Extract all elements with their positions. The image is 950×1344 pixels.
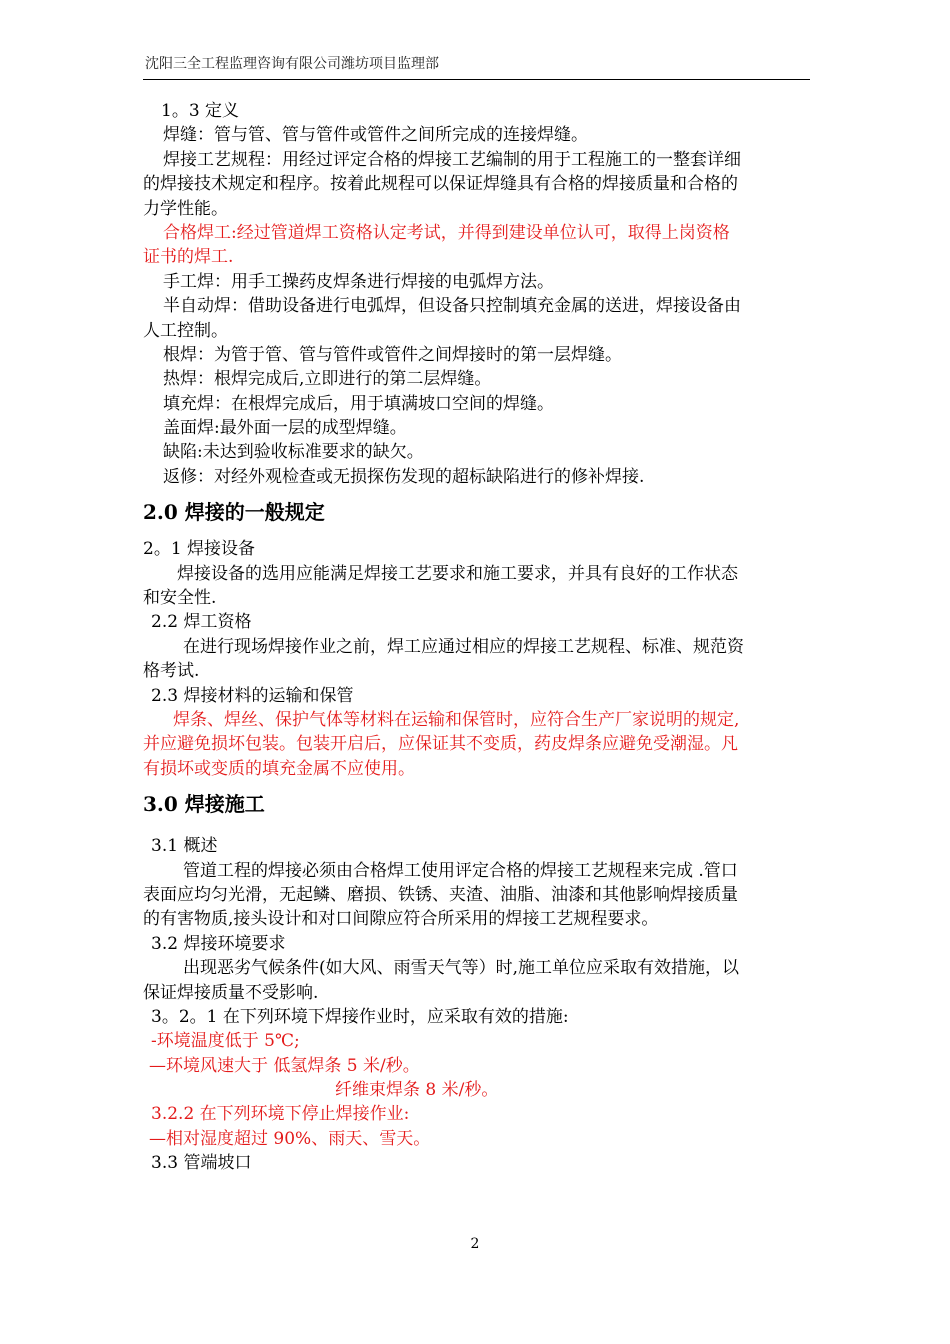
text-line: 缺陷:未达到验收标准要求的缺欠。: [163, 442, 424, 463]
highlighted-text-line: 有损坏或变质的填充金属不应使用。: [143, 758, 415, 779]
text-line: 的焊接技术规定和程序。按着此规程可以保证焊缝具有合格的焊接质量和合格的: [143, 174, 738, 195]
text-line: 3。2。1 在下列环境下焊接作业时，应采取有效的措施:: [151, 1006, 569, 1027]
text-line: 保证焊接质量不受影响.: [143, 982, 319, 1003]
highlighted-text-line: 纤维束焊条 8 米/秒。: [335, 1080, 499, 1101]
section-heading: 2.0 焊接的一般规定: [143, 500, 325, 525]
text-line: 表面应均匀光滑，无起鳞、磨损、铁锈、夹渣、油脂、油漆和其他影响焊接质量: [143, 884, 738, 905]
highlighted-text-line: 并应避免损坏包装。包装开启后，应保证其不变质，药皮焊条应避免受潮湿。凡: [143, 734, 738, 755]
text-line: 出现恶劣气候条件(如大风、雨雪天气等）时,施工单位应采取有效措施，以: [183, 958, 740, 979]
header-rule: [143, 79, 810, 80]
highlighted-text-line: -环境温度低于 5℃;: [151, 1031, 300, 1052]
highlighted-text-line: —相对湿度超过 90%、雨天、雪天。: [149, 1128, 431, 1149]
document-body: [143, 99, 813, 1176]
text-line: 力学性能。: [143, 198, 228, 219]
highlighted-text-line: 合格焊工:经过管道焊工资格认定考试，并得到建设单位认可，取得上岗资格: [163, 222, 730, 243]
text-line: 格考试.: [143, 661, 200, 682]
text-line: 3.2 焊接环境要求: [151, 933, 286, 954]
text-line: 焊缝：管与管、管与管件或管件之间所完成的连接焊缝。: [163, 125, 588, 146]
highlighted-text-line: 证书的焊工.: [143, 247, 234, 268]
text-line: 根焊：为管于管、管与管件或管件之间焊接时的第一层焊缝。: [163, 344, 622, 365]
page-header: 沈阳三全工程监理咨询有限公司潍坊项目监理部: [145, 56, 439, 72]
highlighted-text-line: 3.2.2 在下列环境下停止焊接作业:: [151, 1104, 410, 1125]
text-line: 3.1 概述: [151, 836, 218, 857]
text-line: 手工焊：用手工操药皮焊条进行焊接的电弧焊方法。: [163, 271, 554, 292]
text-line: 和安全性.: [143, 588, 217, 609]
text-line: 1。3 定义: [161, 101, 240, 121]
text-line: 焊接设备的选用应能满足焊接工艺要求和施工要求，并具有良好的工作状态: [177, 563, 738, 584]
text-line: 2.3 焊接材料的运输和保管: [151, 685, 354, 706]
text-line: 2。1 焊接设备: [143, 539, 256, 560]
text-line: 管道工程的焊接必须由合格焊工使用评定合格的焊接工艺规程来完成 .管口: [183, 860, 738, 881]
text-line: 3.3 管端坡口: [151, 1153, 252, 1174]
section-heading: 3.0 焊接施工: [143, 792, 265, 817]
text-line: 焊接工艺规程：用经过评定合格的焊接工艺编制的用于工程施工的一整套详细: [163, 149, 741, 170]
text-line: 填充焊：在根焊完成后，用于填满坡口空间的焊缝。: [163, 393, 554, 414]
text-line: 热焊：根焊完成后,立即进行的第二层焊缝。: [163, 369, 492, 390]
text-line: 盖面焊:最外面一层的成型焊缝。: [163, 418, 407, 439]
text-line: 半自动焊：借助设备进行电弧焊，但设备只控制填充金属的送进，焊接设备由: [163, 296, 741, 317]
text-line: 2.2 焊工资格: [151, 612, 252, 633]
text-line: 在进行现场焊接作业之前，焊工应通过相应的焊接工艺规程、标准、规范资: [183, 636, 744, 657]
highlighted-text-line: 焊条、焊丝、保护气体等材料在运输和保管时，应符合生产厂家说明的规定,: [173, 709, 740, 730]
text-line: 的有害物质,接头设计和对口间隙应符合所采用的焊接工艺规程要求。: [143, 909, 659, 930]
text-line: 返修：对经外观检查或无损探伤发现的超标缺陷进行的修补焊接.: [163, 466, 645, 487]
highlighted-text-line: —环境风速大于 低氢焊条 5 米/秒。: [149, 1055, 420, 1076]
text-line: 人工控制。: [143, 320, 228, 341]
page-number: 2: [470, 1236, 480, 1252]
